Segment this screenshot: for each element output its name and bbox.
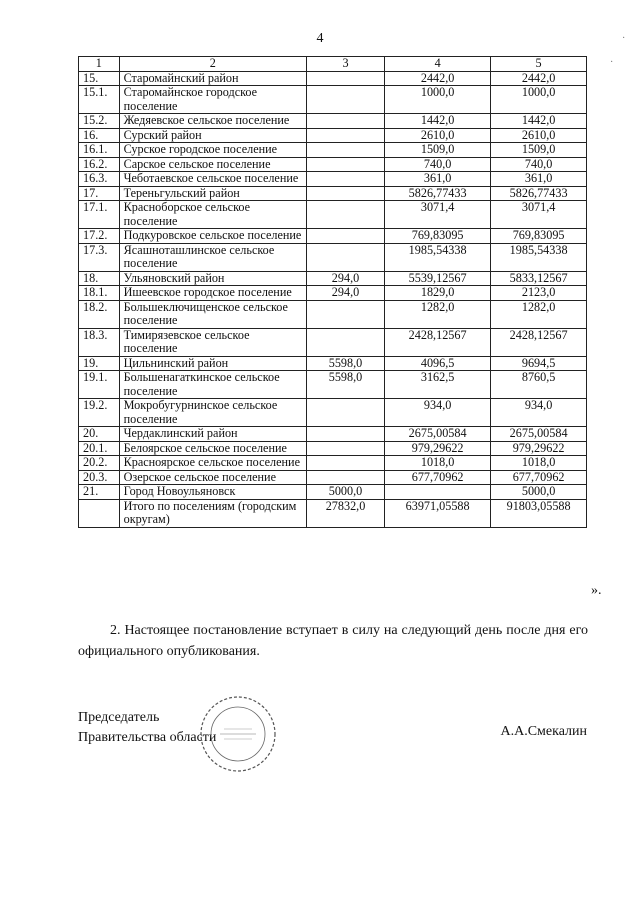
row-number: 20.1. bbox=[79, 441, 120, 456]
table-row bbox=[79, 271, 587, 286]
settlement-name: Красноярское сельское поселение bbox=[119, 456, 306, 471]
value-col-3: 5598,0 bbox=[306, 371, 384, 399]
table-row bbox=[79, 172, 587, 187]
official-seal-stamp bbox=[198, 694, 278, 774]
value-col-5: 5833,12567 bbox=[491, 271, 587, 286]
value-col-5: 1985,54338 bbox=[491, 243, 587, 271]
settlement-name: Старомайнский район bbox=[119, 71, 306, 86]
value-col-4: 934,0 bbox=[385, 399, 491, 427]
value-col-3: 294,0 bbox=[306, 271, 384, 286]
value-col-3: 5000,0 bbox=[306, 485, 384, 500]
settlement-name: Ишеевское городское поселение bbox=[119, 286, 306, 301]
value-col-4: 3162,5 bbox=[385, 371, 491, 399]
table-row bbox=[79, 157, 587, 172]
value-col-3 bbox=[306, 229, 384, 244]
table-row bbox=[79, 427, 587, 442]
value-col-5: 2675,00584 bbox=[491, 427, 587, 442]
value-col-5: 1442,0 bbox=[491, 114, 587, 129]
table-row bbox=[79, 86, 587, 114]
row-number: 15.2. bbox=[79, 114, 120, 129]
value-col-4 bbox=[385, 485, 491, 500]
value-col-5: 9694,5 bbox=[491, 356, 587, 371]
header-col-5: 5 bbox=[491, 57, 587, 72]
value-col-5: 5000,0 bbox=[491, 485, 587, 500]
settlement-name: Цильнинский район bbox=[119, 356, 306, 371]
value-col-4: 63971,05588 bbox=[385, 499, 491, 527]
settlement-name: Тереньгульский район bbox=[119, 186, 306, 201]
value-col-4: 979,29622 bbox=[385, 441, 491, 456]
settlement-name: Большеключищенское сельское поселение bbox=[119, 300, 306, 328]
row-number bbox=[79, 499, 120, 527]
value-col-4: 1509,0 bbox=[385, 143, 491, 158]
settlement-name: Подкуровское сельское поселение bbox=[119, 229, 306, 244]
table-row bbox=[79, 71, 587, 86]
settlement-name: Жедяевское сельское поселение bbox=[119, 114, 306, 129]
signatory-title-line1: Председатель bbox=[78, 710, 160, 725]
header-col-1: 1 bbox=[79, 57, 120, 72]
value-col-3 bbox=[306, 128, 384, 143]
page-number: 4 bbox=[316, 31, 324, 46]
value-col-3 bbox=[306, 399, 384, 427]
row-number: 16. bbox=[79, 128, 120, 143]
value-col-5: 1000,0 bbox=[491, 86, 587, 114]
value-col-4: 1018,0 bbox=[385, 456, 491, 471]
settlement-name: Большенагаткинское сельское поселение bbox=[119, 371, 306, 399]
value-col-3 bbox=[306, 470, 384, 485]
header-col-2: 2 bbox=[119, 57, 306, 72]
value-col-4: 5826,77433 bbox=[385, 186, 491, 201]
value-col-3 bbox=[306, 456, 384, 471]
row-number: 18. bbox=[79, 271, 120, 286]
scan-mark: · bbox=[622, 33, 626, 44]
table-row bbox=[79, 286, 587, 301]
settlement-name: Красноборское сельское поселение bbox=[119, 201, 306, 229]
value-col-4: 677,70962 bbox=[385, 470, 491, 485]
table-row bbox=[79, 300, 587, 328]
table-row bbox=[79, 456, 587, 471]
table-row bbox=[79, 128, 587, 143]
table-row bbox=[79, 201, 587, 229]
table-row bbox=[79, 356, 587, 371]
value-col-5: 740,0 bbox=[491, 157, 587, 172]
row-number: 16.3. bbox=[79, 172, 120, 187]
value-col-4: 2610,0 bbox=[385, 128, 491, 143]
value-col-4: 1000,0 bbox=[385, 86, 491, 114]
table-row bbox=[79, 399, 587, 427]
closing-quote: ». bbox=[591, 583, 602, 598]
row-number: 15. bbox=[79, 71, 120, 86]
row-number: 19.1. bbox=[79, 371, 120, 399]
table-row bbox=[79, 499, 587, 527]
value-col-4: 2428,12567 bbox=[385, 328, 491, 356]
row-number: 18.3. bbox=[79, 328, 120, 356]
value-col-4: 1985,54338 bbox=[385, 243, 491, 271]
settlement-name: Сурский район bbox=[119, 128, 306, 143]
table-row bbox=[79, 470, 587, 485]
value-col-3 bbox=[306, 243, 384, 271]
row-number: 17.3. bbox=[79, 243, 120, 271]
settlement-name: Белоярское сельское поселение bbox=[119, 441, 306, 456]
value-col-3 bbox=[306, 157, 384, 172]
value-col-3 bbox=[306, 328, 384, 356]
settlement-name: Старомайнское городское поселение bbox=[119, 86, 306, 114]
scan-mark: · bbox=[610, 57, 614, 68]
value-col-3: 294,0 bbox=[306, 286, 384, 301]
row-number: 15.1. bbox=[79, 86, 120, 114]
settlement-name: Ульяновский район bbox=[119, 271, 306, 286]
table-row bbox=[79, 114, 587, 129]
value-col-5: 361,0 bbox=[491, 172, 587, 187]
value-col-4: 1829,0 bbox=[385, 286, 491, 301]
row-number: 20.2. bbox=[79, 456, 120, 471]
value-col-3 bbox=[306, 201, 384, 229]
value-col-4: 1442,0 bbox=[385, 114, 491, 129]
value-col-5: 1282,0 bbox=[491, 300, 587, 328]
value-col-3 bbox=[306, 71, 384, 86]
row-number: 19.2. bbox=[79, 399, 120, 427]
settlement-name: Мокробугурнинское сельское поселение bbox=[119, 399, 306, 427]
value-col-4: 361,0 bbox=[385, 172, 491, 187]
settlement-name: Озерское сельское поселение bbox=[119, 470, 306, 485]
value-col-4: 2675,00584 bbox=[385, 427, 491, 442]
value-col-5: 2428,12567 bbox=[491, 328, 587, 356]
table-header-row bbox=[79, 57, 587, 72]
settlement-name: Чеботаевское сельское поселение bbox=[119, 172, 306, 187]
table-row bbox=[79, 243, 587, 271]
value-col-5: 91803,05588 bbox=[491, 499, 587, 527]
value-col-5: 2123,0 bbox=[491, 286, 587, 301]
value-col-5: 1509,0 bbox=[491, 143, 587, 158]
table-row bbox=[79, 485, 587, 500]
table-row bbox=[79, 371, 587, 399]
row-number: 20. bbox=[79, 427, 120, 442]
value-col-5: 934,0 bbox=[491, 399, 587, 427]
value-col-4: 4096,5 bbox=[385, 356, 491, 371]
value-col-4: 5539,12567 bbox=[385, 271, 491, 286]
row-number: 17. bbox=[79, 186, 120, 201]
value-col-3 bbox=[306, 172, 384, 187]
settlement-name: Город Новоульяновск bbox=[119, 485, 306, 500]
header-col-4: 4 bbox=[385, 57, 491, 72]
value-col-5: 8760,5 bbox=[491, 371, 587, 399]
value-col-5: 979,29622 bbox=[491, 441, 587, 456]
table-body bbox=[79, 57, 587, 528]
signatory-title bbox=[78, 708, 216, 748]
table-row bbox=[79, 441, 587, 456]
settlement-name: Тимирязевское сельское поселение bbox=[119, 328, 306, 356]
value-col-3: 5598,0 bbox=[306, 356, 384, 371]
settlement-name: Чердаклинский район bbox=[119, 427, 306, 442]
resolution-paragraph: 2. Настоящее постановление вступает в силу на следующий день после дня его официального опубликования. bbox=[78, 623, 588, 659]
value-col-4: 2442,0 bbox=[385, 71, 491, 86]
value-col-5: 2442,0 bbox=[491, 71, 587, 86]
table-row bbox=[79, 143, 587, 158]
row-number: 17.2. bbox=[79, 229, 120, 244]
value-col-4: 1282,0 bbox=[385, 300, 491, 328]
header-col-3: 3 bbox=[306, 57, 384, 72]
value-col-3 bbox=[306, 441, 384, 456]
value-col-4: 769,83095 bbox=[385, 229, 491, 244]
settlement-name: Ясашноташлинское сельское поселение bbox=[119, 243, 306, 271]
row-number: 16.2. bbox=[79, 157, 120, 172]
allocation-table bbox=[78, 56, 587, 528]
table-row bbox=[79, 328, 587, 356]
value-col-4: 740,0 bbox=[385, 157, 491, 172]
value-col-3 bbox=[306, 114, 384, 129]
settlement-name: Сурское городское поселение bbox=[119, 143, 306, 158]
signatory-name: А.А.Смекалин bbox=[500, 724, 587, 739]
value-col-5: 677,70962 bbox=[491, 470, 587, 485]
value-col-3 bbox=[306, 427, 384, 442]
signatory-title-line2: Правительства области bbox=[78, 730, 217, 745]
settlement-name: Сарское сельское поселение bbox=[119, 157, 306, 172]
value-col-5: 2610,0 bbox=[491, 128, 587, 143]
value-col-5: 1018,0 bbox=[491, 456, 587, 471]
row-number: 18.1. bbox=[79, 286, 120, 301]
value-col-5: 5826,77433 bbox=[491, 186, 587, 201]
row-number: 19. bbox=[79, 356, 120, 371]
value-col-5: 3071,4 bbox=[491, 201, 587, 229]
value-col-3 bbox=[306, 143, 384, 158]
row-number: 16.1. bbox=[79, 143, 120, 158]
value-col-5: 769,83095 bbox=[491, 229, 587, 244]
row-number: 20.3. bbox=[79, 470, 120, 485]
value-col-3 bbox=[306, 186, 384, 201]
value-col-3: 27832,0 bbox=[306, 499, 384, 527]
value-col-3 bbox=[306, 86, 384, 114]
settlement-name: Итого по поселениям (городским округам) bbox=[119, 499, 306, 527]
value-col-3 bbox=[306, 300, 384, 328]
row-number: 18.2. bbox=[79, 300, 120, 328]
table-row bbox=[79, 229, 587, 244]
table-row bbox=[79, 186, 587, 201]
row-number: 17.1. bbox=[79, 201, 120, 229]
value-col-4: 3071,4 bbox=[385, 201, 491, 229]
row-number: 21. bbox=[79, 485, 120, 500]
